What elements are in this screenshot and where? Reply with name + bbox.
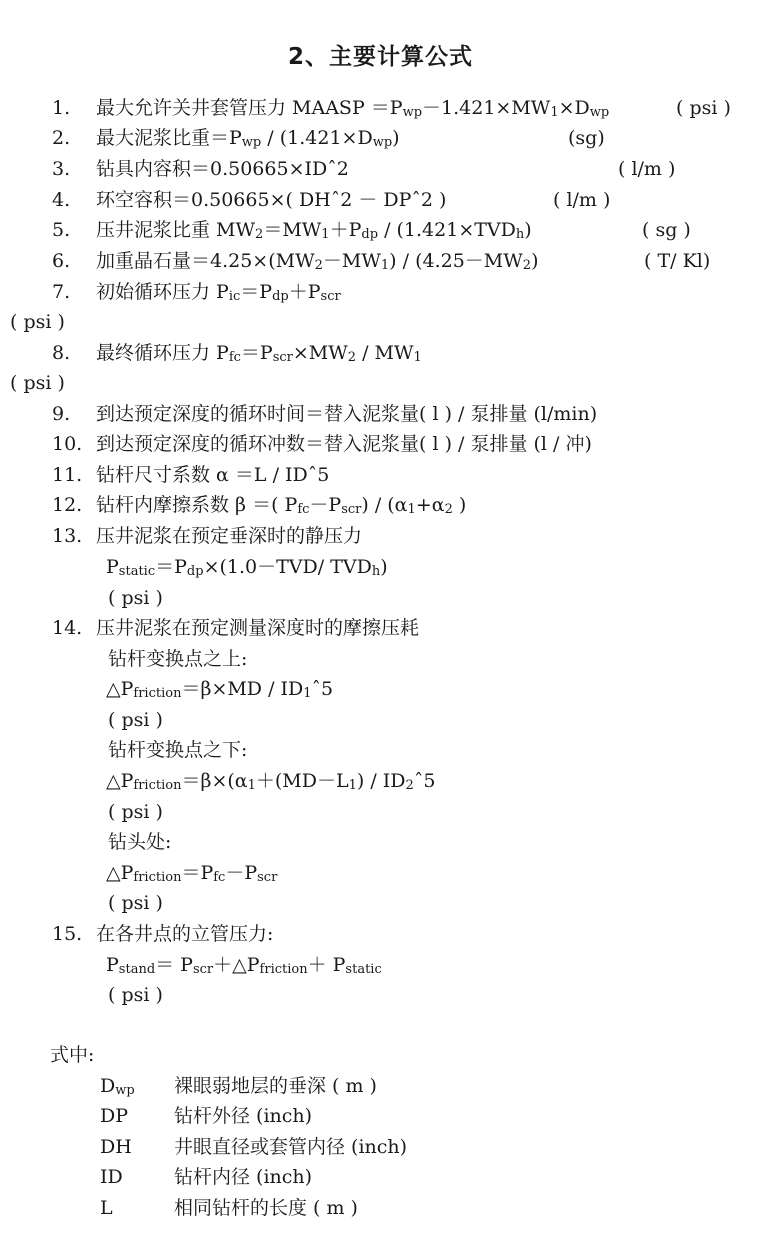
formula-1-unit: ( psi )	[676, 97, 731, 119]
formula-12: 钻杆内摩擦系数 β ＝( $P_{fc}-P_{scr}) / (\alpha_1+\alpha_2$ )	[96, 494, 467, 517]
legend-description: 钻杆内径 (inch)	[174, 1166, 313, 1188]
formula-7: 初始循环压力 $P_{ic}=P_{dp}+P_{scr}$	[96, 281, 341, 304]
formula-7-number: 7.	[52, 281, 71, 303]
legend-description: 井眼直径或套管内径 (inch)	[174, 1136, 408, 1158]
formula-10-number: 10.	[52, 433, 83, 455]
legend-description: 相同钻杆的长度 ( m )	[174, 1197, 358, 1219]
formula-3-number: 3.	[52, 158, 71, 180]
legend-heading: 式中:	[50, 1044, 95, 1066]
formula-15-unit: ( psi )	[108, 984, 163, 1006]
formula-6: 加重晶石量$=4.25\times(MW_2-MW_1) / (4.25-MW_2)$	[96, 250, 539, 273]
formula-14-below-label: 钻杆变换点之下:	[108, 739, 248, 761]
formula-10: 到达预定深度的循环冲数＝替入泥浆量( l ) / 泵排量 (l / 冲)	[96, 433, 592, 455]
formula-13-expression: $P_{static}=P_{dp}\times(1.0-TVD/$ $TVD_h$)	[106, 556, 388, 579]
formula-14-number: 14.	[52, 617, 83, 639]
formula-13-heading: 压井泥浆在预定垂深时的静压力	[96, 525, 363, 547]
page-title: 2、主要计算公式	[287, 44, 473, 70]
formula-14-bit-label: 钻头处:	[108, 831, 172, 853]
formula-14-above-label: 钻杆变换点之上:	[108, 648, 248, 670]
formula-6-number: 6.	[52, 250, 71, 272]
formula-8-number: 8.	[52, 342, 71, 364]
legend-description: 裸眼弱地层的垂深 ( m )	[174, 1075, 377, 1097]
formula-5: 压井泥浆比重 $MW_2=MW_1+P_{dp} / (1.421\times TVD_h)$	[96, 219, 532, 242]
formula-13-number: 13.	[52, 525, 83, 547]
formula-4-number: 4.	[52, 189, 71, 211]
formula-3: 钻具内容积＝0.50665×IDˆ2	[96, 158, 349, 180]
legend-symbol: $D_{wp}$	[100, 1075, 135, 1098]
formula-7-unit: ( psi )	[10, 311, 65, 333]
formula-14-bit-unit: ( psi )	[108, 892, 163, 914]
formula-9: 到达预定深度的循环时间＝替入泥浆量( l ) / 泵排量 (l/min)	[96, 403, 598, 425]
formula-14-below-unit: ( psi )	[108, 801, 163, 823]
formula-11: 钻杆尺寸系数 α ＝L / IDˆ5	[96, 464, 330, 486]
formula-1-number: 1.	[52, 97, 71, 119]
formula-2: 最大泥浆比重$=P_{wp} / (1.421\times D_{wp})$	[96, 127, 400, 150]
formula-8: 最终循环压力 $P_{fc}=P_{scr}\times MW_2 / MW_1$	[96, 342, 422, 365]
legend-symbol: ID	[100, 1166, 123, 1188]
formula-9-number: 9.	[52, 403, 71, 425]
formula-15-heading: 在各井点的立管压力:	[96, 923, 274, 945]
formula-14-above-expression: $\triangle P_{friction}=\beta\times MD$ / $ID_1ˆ5$	[106, 678, 334, 701]
formula-4-unit: ( l/m )	[553, 189, 611, 211]
formula-6-unit: ( T/ Kl)	[644, 250, 711, 272]
formula-14-bit-expression: $\triangle P_{friction}=P_{fc}-P_{scr}$	[106, 862, 278, 885]
formula-14-heading: 压井泥浆在预定测量深度时的摩擦压耗	[96, 617, 420, 639]
legend-symbol: L	[100, 1197, 113, 1219]
formula-2-number: 2.	[52, 127, 71, 149]
formula-15-expression: $P_{stand}=$ $P_{scr}+\triangle P_{friction}+ P_{static}$	[106, 954, 382, 977]
formula-14-above-unit: ( psi )	[108, 709, 163, 731]
legend-description: 钻杆外径 (inch)	[174, 1105, 313, 1127]
formula-5-unit: ( sg )	[642, 219, 691, 241]
formula-3-unit: ( l/m )	[618, 158, 676, 180]
legend-symbol: DH	[100, 1136, 132, 1158]
formula-4: 环空容积＝0.50665×( DHˆ2 － DPˆ2 )	[96, 189, 447, 211]
formula-13-unit: ( psi )	[108, 587, 163, 609]
formula-15-number: 15.	[52, 923, 83, 945]
formula-12-number: 12.	[52, 494, 83, 516]
formula-11-number: 11.	[52, 464, 83, 486]
formula-5-number: 5.	[52, 219, 71, 241]
formula-2-unit: (sg)	[568, 127, 605, 149]
legend-symbol: DP	[100, 1105, 129, 1127]
formula-14-below-expression: $\triangle P_{friction}=\beta\times(\alpha_1+(MD-L_1)$ / $ID_2ˆ5$	[106, 770, 436, 793]
formula-8-unit: ( psi )	[10, 372, 65, 394]
formula-1: 最大允许关井套管压力 MAASP $=P_{wp}-1.421\times MW_1\times D_{wp}$	[96, 97, 610, 120]
